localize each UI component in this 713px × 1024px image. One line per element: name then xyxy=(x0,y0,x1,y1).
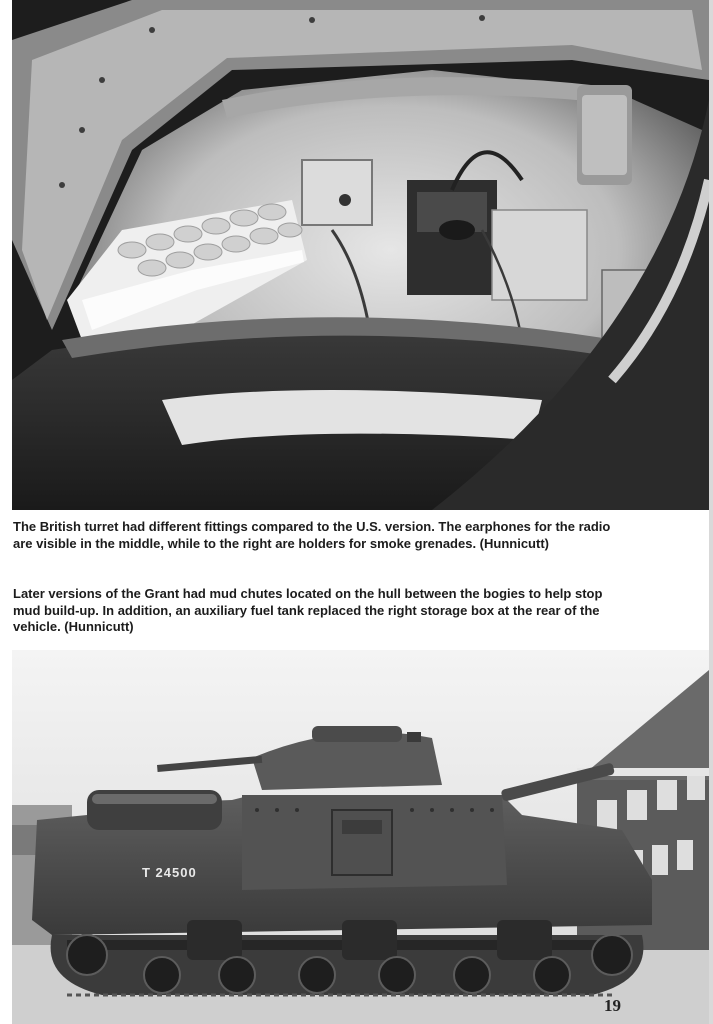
tank-serial-number: T 24500 xyxy=(142,865,197,880)
page-number: 19 xyxy=(604,996,621,1015)
grant-caption: Later versions of the Grant had mud chutes located on the hull between the bogies to help stop mud build-up. In addition, an auxiliary fuel tank replaced the right storage box at the rear of the vehicle. (Hunnicutt) xyxy=(13,586,603,634)
turret-interior-photo xyxy=(12,0,709,510)
grant-tank-photo xyxy=(12,650,709,1024)
turret-caption: The British turret had different fittings compared to the U.S. version. The earphones for the radio are visible in the middle, while to the right are holders for smoke grenades. (Hunnicutt) xyxy=(13,519,611,551)
page-edge xyxy=(709,0,713,1024)
